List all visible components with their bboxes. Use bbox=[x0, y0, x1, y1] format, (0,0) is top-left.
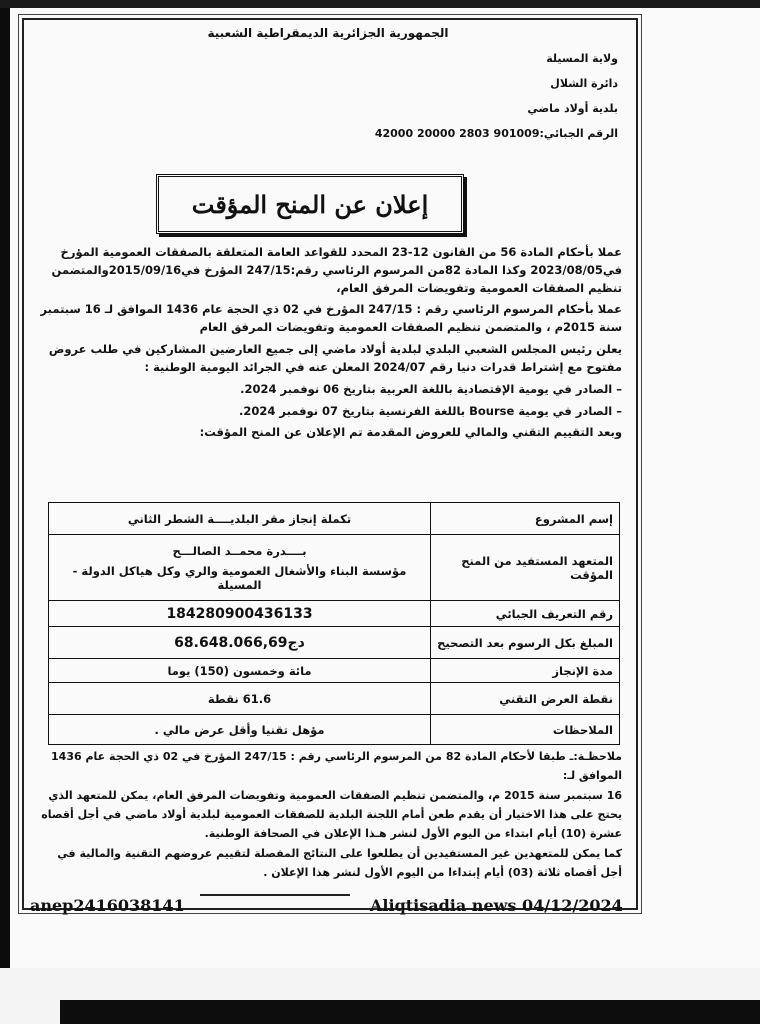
body-paragraph-1: عملا بأحكام المادة 56 من القانون 12-23 المحدد للقواعد العامة المتعلقة بالصفقات العمومية المؤرخ في2023/08/05 وكذا المادة 82من المرسوم الرئاسي رقم:247/15 المؤرخ في2015/09/16والمتضمن تنظيم الصفقات العمومية وتفويضات المرفق العام، bbox=[51, 245, 622, 295]
scan-bottom-strip bbox=[60, 1000, 760, 1024]
republic-heading: الجمهورية الجزائرية الديمقراطية الشعبية bbox=[207, 26, 449, 40]
body-paragraph-4: – الصادر في يومية الإقتصادية باللغة العربية بتاريخ 06 نوفمبر 2024. bbox=[240, 381, 622, 396]
anep-reference: anep2416038141 bbox=[30, 896, 185, 915]
row-value bbox=[49, 627, 431, 659]
tax-id-line: الرقم الجبائي:901009 2803 20000 42000 bbox=[374, 127, 618, 140]
announcement-body bbox=[36, 244, 622, 446]
table-row bbox=[49, 659, 620, 683]
row-value: مائة وخمسون (150) يوما bbox=[49, 659, 431, 683]
body-paragraph-6: وبعد التقييم التقني والمالي للعروض المقدمة تم الإعلان عن المنح المؤقت: bbox=[199, 425, 622, 440]
note-block bbox=[36, 748, 622, 885]
row-label: إسم المشروع bbox=[431, 503, 620, 535]
award-table bbox=[48, 502, 620, 745]
amount-value: 68.648.066,69دج bbox=[174, 634, 305, 651]
row-label: المبلغ بكل الرسوم بعد التصحيح bbox=[431, 627, 620, 659]
note-paragraph-3: كما يمكن للمتعهدين غير المستفيدين أن يطلعوا على النتائج المفصلة لتقييم عروضهم التقنية والمالية في أجل أقصاه ثلاثة (03) أيام إبتداءا من اليوم الأول لنشر هذا الإعلان . bbox=[57, 847, 622, 880]
announcement-title: إعلان عن المنح المؤقت bbox=[156, 174, 464, 234]
row-label: رقم التعريف الجبائي bbox=[431, 601, 620, 627]
row-label: المتعهد المستفيد من المنح المؤقت bbox=[431, 535, 620, 601]
table-row bbox=[49, 503, 620, 535]
footer-divider bbox=[200, 894, 350, 896]
scan-edge-top bbox=[0, 0, 760, 8]
row-value bbox=[49, 601, 431, 627]
commune-line: بلدية أولاد ماضي bbox=[527, 102, 618, 115]
note-paragraph-2: 16 سبتمبر سنة 2015 م، والمتضمن تنظيم الصفقات العمومية وتفويضات المرفق العام، يمكن للمتعهد الذي يحتج على هذا الاختيار أن يقدم طعن أمام اللجنة البلدية للصفقات العمومية لبلدية أولاد ماضي في أجل أقصاه عشرة (10) أيام ابتداء من اليوم الأول لنشر هـذا الإعلان في الصحافة الوطنية. bbox=[41, 789, 622, 840]
table-row bbox=[49, 535, 620, 601]
row-value: 61.6 نقطة bbox=[49, 683, 431, 715]
row-value: مؤهل تقنيا وأقل عرض مالي . bbox=[49, 715, 431, 745]
announcement-page bbox=[22, 18, 638, 915]
note-paragraph-1: ملاحظـة:ـ طبقا لأحكام المادة 82 من المرسوم الرئاسي رقم : 247/15 المؤرخ في 02 ذي الحجة عام 1436 الموافق لـ: bbox=[51, 750, 622, 782]
body-paragraph-5: – الصادر في يومية Bourse باللغة الفرنسية بتاريخ 07 نوفمبر 2024. bbox=[239, 403, 622, 418]
daira-line: دائرة الشلال bbox=[550, 77, 618, 90]
table-row bbox=[49, 601, 620, 627]
row-label: الملاحظات bbox=[431, 715, 620, 745]
body-paragraph-3: يعلن رئيس المجلس الشعبي البلدي لبلدية أولاد ماضي إلى جميع العارضين المشاركين في طلب عروض مفتوح مع إشتراط قدرات دنيا رقم 2024/07 المعلن عنه في الجرائد اليومية الوطنية : bbox=[48, 342, 622, 374]
scan-edge bbox=[0, 0, 10, 1024]
newspaper-source: Aliqtisadia news 04/12/2024 bbox=[370, 896, 623, 915]
awardee-name: بــــدرة محمــد الصالـــح bbox=[172, 543, 307, 558]
wilaya-line: ولاية المسيلة bbox=[546, 52, 618, 65]
table-row bbox=[49, 627, 620, 659]
row-label: مدة الإنجاز bbox=[431, 659, 620, 683]
table-row bbox=[49, 683, 620, 715]
row-label: نقطة العرض التقني bbox=[431, 683, 620, 715]
row-value: تكملة إنجاز مقر البلديــــة الشطر الثاني bbox=[49, 503, 431, 535]
awardee-company: مؤسسة البناء والأشغال العمومية والري وكل هياكل الدولة - المسيلة bbox=[72, 563, 407, 592]
tax-number-value: 184280900436133 bbox=[166, 605, 313, 622]
row-value bbox=[49, 535, 431, 601]
table-row bbox=[49, 715, 620, 745]
body-paragraph-2: عملا بأحكام المرسوم الرئاسي رقم : 247/15 المؤرخ في 02 ذي الحجة عام 1436 الموافق لـ 16 سبتمبر سنة 2015م ، والمتضمن تنظيم الصفقات العمومية وتفويضات المرفق العام bbox=[40, 302, 622, 335]
header-block bbox=[38, 26, 618, 152]
